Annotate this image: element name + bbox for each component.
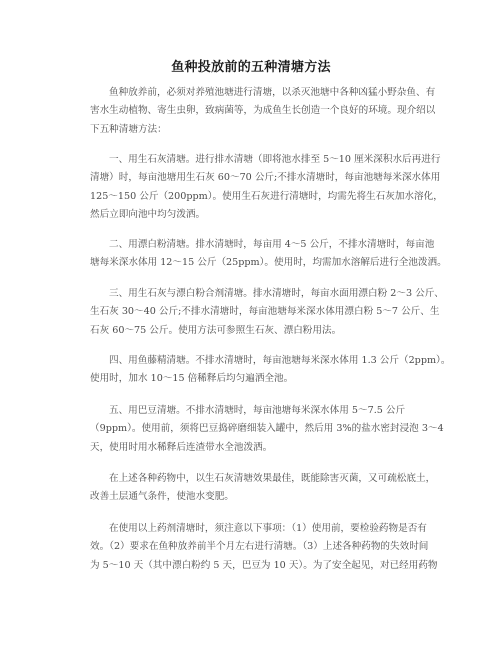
text-line: 在使用以上药剂清塘时，须注意以下事项：（1）使用前，要检验药物是否有 bbox=[109, 523, 427, 534]
text-line: 一、用生石灰清塘。进行排水清塘（即将池水排至 5～10 厘米深积水后再进行 bbox=[109, 154, 441, 165]
text-line: 使用时，加水 10～15 倍稀释后均匀遍洒全池。 bbox=[90, 373, 294, 385]
text-line: 三、用生石灰与漂白粉合剂清塘。排水清塘时，每亩水面用漂白粉 2～3 公斤、 bbox=[109, 288, 444, 299]
text-line: 下五种清塘方法： bbox=[90, 123, 167, 135]
paragraph-method-4 bbox=[90, 352, 451, 389]
text-line: 天，使用时用水稀释后连渣带水全池泼洒。 bbox=[90, 441, 273, 453]
paragraph-method-2 bbox=[90, 236, 447, 273]
text-line: 在上述各种药物中，以生石灰清塘效果最佳，既能除害灭菌，又可疏松底土， bbox=[109, 473, 436, 484]
paragraph-method-3 bbox=[90, 285, 444, 340]
paragraph-summary bbox=[90, 470, 436, 507]
text-line: 塘每米深水体用 12～15 公斤（25ppm）。使用时，均需加水溶解后进行全池泼洒。 bbox=[90, 257, 447, 269]
text-line: 为 5～10 天（其中漂白粉约 5 天，巴豆为 10 天）。为了安全起见，对已经用药物 bbox=[90, 559, 438, 571]
text-line: 生石灰 30～40 公斤;不排水清塘时，每亩池塘每米深水体用漂白粉 5～7 公斤、生 bbox=[90, 306, 440, 318]
paragraph-method-5 bbox=[90, 402, 444, 457]
paragraph-intro bbox=[90, 84, 436, 139]
text-line: （9ppm）。使用前，须将巴豆捣碎磨细装入罐中，然后用 3%的盐水密封浸泡 3～4 bbox=[90, 423, 444, 435]
text-line: 石灰 60～75 公斤。使用方法可参照生石灰、漂白粉用法。 bbox=[90, 324, 342, 336]
text-line: 害水生动植物、寄生虫卵，致病菌等，为成鱼生长创造一个良好的环境。现介绍以 bbox=[90, 105, 436, 117]
text-line: 四、用鱼藤精清塘。不排水清塘时，每亩池塘每米深水体用 1.3 公斤（2ppm）。 bbox=[109, 355, 451, 366]
text-line: 改善土层通气条件，使池水变肥。 bbox=[90, 491, 234, 503]
text-line: 清塘）时，每亩池塘用生石灰 60～70 公斤;不排水清塘时，每亩池塘每米深水体用 bbox=[90, 172, 441, 184]
paragraph-notes bbox=[90, 520, 438, 575]
text-line: 然后立即向池中均匀泼洒。 bbox=[90, 209, 206, 221]
text-line: 鱼种放养前，必须对养殖池塘进行清塘，以杀灭池塘中各种凶猛小野杂鱼、有 bbox=[109, 87, 436, 98]
text-line: 125～150 公斤（200ppm）。使用生石灰进行清塘时，均需先将生石灰加水溶化， bbox=[90, 190, 443, 202]
text-line: 二、用漂白粉清塘。排水清塘时，每亩用 4～5 公斤，不排水清塘时，每亩池 bbox=[109, 239, 435, 250]
paragraph-method-1 bbox=[90, 151, 443, 225]
document-title: 鱼种投放前的五种清塘方法 bbox=[171, 60, 331, 75]
text-line: 效。（2）要求在鱼种放养前半个月左右进行清塘。（3）上述各种药物的失效时间 bbox=[90, 541, 429, 553]
text-line: 五、用巴豆清塘。不排水清塘时，每亩池塘每米深水体用 5～7.5 公斤 bbox=[109, 405, 406, 416]
